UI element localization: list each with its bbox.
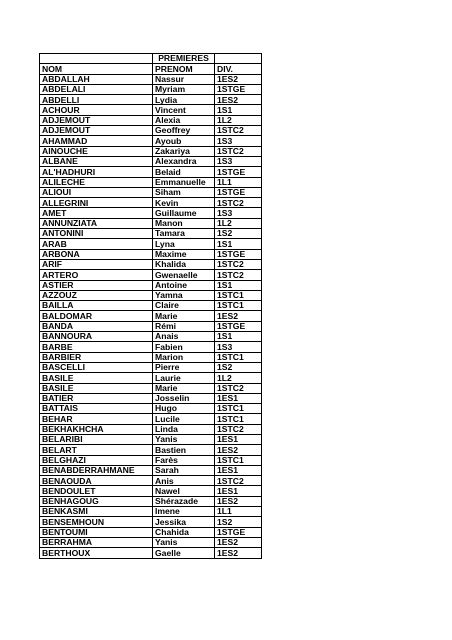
cell-nom: ADJEMOUT [40,126,153,136]
cell-nom: AHAMMAD [40,136,153,146]
spreadsheet [39,53,262,559]
cell-nom: BATTAIS [40,404,153,414]
cell-nom: ADJEMOUT [40,115,153,125]
cell-div: 1L2 [215,218,262,228]
cell-div: 1STGE [215,249,262,259]
cell-prenom: Farès [153,455,215,465]
cell-nom: ABDALLAH [40,74,153,84]
table-row [40,177,262,187]
cell-prenom: Maxime [153,249,215,259]
cell-div: 1STC1 [215,414,262,424]
cell-nom: ARTERO [40,270,153,280]
cell-nom: BATIER [40,393,153,403]
cell-prenom: Lucile [153,414,215,424]
cell-prenom: Emmanuelle [153,177,215,187]
cell-prenom: Myriam [153,84,215,94]
cell-nom: BARBE [40,342,153,352]
cell-nom: ALIOUI [40,187,153,197]
table-row [40,342,262,352]
table-row [40,404,262,414]
cell-nom: BENHAGOUG [40,496,153,506]
cell-prenom: Claire [153,301,215,311]
cell-nom: BELART [40,445,153,455]
cell-prenom: Yanis [153,434,215,444]
cell-nom: ABDELLI [40,95,153,105]
cell-prenom: Chahida [153,527,215,537]
cell-prenom: Nawel [153,486,215,496]
cell-div: 1STGE [215,321,262,331]
cell-div: 1L2 [215,115,262,125]
cell-prenom: Siham [153,187,215,197]
header-row [40,64,262,74]
cell-nom: BELARIBI [40,434,153,444]
table-row [40,424,262,434]
cell-nom: AMET [40,208,153,218]
table-row [40,486,262,496]
cell-div: 1L1 [215,177,262,187]
cell-div: 1STC1 [215,301,262,311]
cell-div: 1STC2 [215,476,262,486]
table-row [40,548,262,558]
cell-prenom: Gaelle [153,548,215,558]
table-row [40,270,262,280]
cell-div: 1L2 [215,373,262,383]
table-row [40,434,262,444]
table-row [40,208,262,218]
table-row [40,136,262,146]
table-row [40,105,262,115]
cell-nom: BENSEMHOUN [40,517,153,527]
cell-div: 1S2 [215,229,262,239]
table-row [40,383,262,393]
cell-nom: BEKHAKHCHA [40,424,153,434]
cell-div: 1S1 [215,239,262,249]
cell-div: 1STC1 [215,404,262,414]
table-row [40,352,262,362]
table-row [40,527,262,537]
table-row [40,156,262,166]
cell-div: 1S3 [215,208,262,218]
cell-div: 1ES2 [215,74,262,84]
cell-div: 1STC1 [215,352,262,362]
table-row [40,198,262,208]
cell-div: 1ES2 [215,496,262,506]
table-row [40,373,262,383]
cell-div: 1S2 [215,362,262,372]
cell-div: 1STGE [215,84,262,94]
cell-div: 1S1 [215,105,262,115]
cell-prenom: Alexia [153,115,215,125]
table-row [40,84,262,94]
cell-div: 1ES1 [215,434,262,444]
cell-nom: ARBONA [40,249,153,259]
cell-prenom: Khalida [153,259,215,269]
table-row [40,218,262,228]
table-title-row [40,54,262,64]
header-prenom: PRENOM [153,64,215,74]
cell-nom: ANTONINI [40,229,153,239]
cell-prenom: Hugo [153,404,215,414]
cell-nom: BASILE [40,373,153,383]
table-row [40,393,262,403]
table-row [40,126,262,136]
cell-div: 1L1 [215,507,262,517]
cell-prenom: Marie [153,311,215,321]
cell-prenom: Alexandra [153,156,215,166]
cell-nom: BEHAR [40,414,153,424]
cell-div: 1ES2 [215,548,262,558]
cell-div: 1STC2 [215,198,262,208]
table-row [40,259,262,269]
cell-nom: BANNOURA [40,332,153,342]
table-row [40,496,262,506]
title-blank-cell [215,54,262,64]
cell-div: 1STGE [215,527,262,537]
cell-div: 1ES2 [215,537,262,547]
cell-nom: BENDOULET [40,486,153,496]
cell-div: 1STGE [215,187,262,197]
table-row [40,301,262,311]
title-blank-cell [40,54,153,64]
table-row [40,95,262,105]
cell-nom: ARIF [40,259,153,269]
cell-prenom: Bastien [153,445,215,455]
cell-nom: BASILE [40,383,153,393]
cell-prenom: Pierre [153,362,215,372]
cell-nom: ASTIER [40,280,153,290]
table-row [40,115,262,125]
cell-prenom: Lydia [153,95,215,105]
cell-nom: ARAB [40,239,153,249]
cell-div: 1S1 [215,280,262,290]
cell-nom: AINOUCHE [40,146,153,156]
table-row [40,362,262,372]
cell-nom: AL'HADHURI [40,167,153,177]
cell-div: 1STC2 [215,259,262,269]
cell-nom: ANNUNZIATA [40,218,153,228]
cell-nom: ACHOUR [40,105,153,115]
table-row [40,332,262,342]
cell-div: 1S1 [215,332,262,342]
cell-div: 1ES2 [215,95,262,105]
cell-prenom: Yamna [153,290,215,300]
cell-prenom: Fabien [153,342,215,352]
cell-prenom: Yanis [153,537,215,547]
table-row [40,445,262,455]
cell-nom: ALBANE [40,156,153,166]
cell-prenom: Jessika [153,517,215,527]
cell-div: 1S2 [215,517,262,527]
cell-nom: BENTOUMI [40,527,153,537]
cell-prenom: Zakariya [153,146,215,156]
cell-prenom: Gwenaelle [153,270,215,280]
cell-prenom: Manon [153,218,215,228]
cell-prenom: Anis [153,476,215,486]
cell-nom: BERRAHMA [40,537,153,547]
cell-nom: BENAOUDA [40,476,153,486]
cell-div: 1ES1 [215,465,262,475]
cell-div: 1STC2 [215,126,262,136]
cell-div: 1STC2 [215,270,262,280]
header-nom: NOM [40,64,153,74]
cell-prenom: Rémi [153,321,215,331]
table-row [40,517,262,527]
cell-div: 1ES1 [215,393,262,403]
cell-div: 1ES2 [215,445,262,455]
cell-prenom: Nassur [153,74,215,84]
cell-prenom: Laurie [153,373,215,383]
table-title: PREMIERES [153,54,215,64]
cell-nom: BARBIER [40,352,153,362]
table-row [40,146,262,156]
cell-prenom: Shérazade [153,496,215,506]
header-div: DIV. [215,64,262,74]
students-table [39,53,262,559]
table-row [40,414,262,424]
cell-prenom: Belaid [153,167,215,177]
cell-div: 1ES1 [215,486,262,496]
table-row [40,229,262,239]
cell-nom: BENABDERRAHMANE [40,465,153,475]
table-row [40,239,262,249]
cell-nom: AZZOUZ [40,290,153,300]
cell-nom: BELGHAZI [40,455,153,465]
table-row [40,187,262,197]
cell-prenom: Sarah [153,465,215,475]
cell-prenom: Linda [153,424,215,434]
cell-nom: BANDA [40,321,153,331]
cell-div: 1S3 [215,136,262,146]
cell-nom: ABDELALI [40,84,153,94]
cell-prenom: Ayoub [153,136,215,146]
cell-div: 1S3 [215,342,262,352]
table-row [40,321,262,331]
cell-prenom: Vincent [153,105,215,115]
table-row [40,537,262,547]
cell-div: 1STC2 [215,146,262,156]
cell-div: 1STC2 [215,383,262,393]
cell-div: 1STC1 [215,290,262,300]
cell-nom: BERTHOUX [40,548,153,558]
table-row [40,167,262,177]
table-row [40,507,262,517]
cell-prenom: Josselin [153,393,215,403]
cell-div: 1STC2 [215,424,262,434]
cell-prenom: Geoffrey [153,126,215,136]
cell-div: 1STC1 [215,455,262,465]
table-row [40,476,262,486]
cell-prenom: Guillaume [153,208,215,218]
cell-div: 1S3 [215,156,262,166]
table-row [40,290,262,300]
cell-prenom: Marie [153,383,215,393]
table-row [40,455,262,465]
cell-nom: ALLEGRINI [40,198,153,208]
cell-prenom: Anais [153,332,215,342]
cell-prenom: Marion [153,352,215,362]
cell-nom: BAILLA [40,301,153,311]
table-row [40,311,262,321]
cell-nom: BALDOMAR [40,311,153,321]
cell-prenom: Imene [153,507,215,517]
cell-nom: ALILECHE [40,177,153,187]
cell-nom: BENKASMI [40,507,153,517]
table-row [40,249,262,259]
cell-div: 1ES2 [215,311,262,321]
cell-prenom: Antoine [153,280,215,290]
table-row [40,74,262,84]
table-row [40,465,262,475]
cell-nom: BASCELLI [40,362,153,372]
cell-prenom: Lyna [153,239,215,249]
table-row [40,280,262,290]
cell-prenom: Kevin [153,198,215,208]
cell-div: 1STGE [215,167,262,177]
cell-prenom: Tamara [153,229,215,239]
